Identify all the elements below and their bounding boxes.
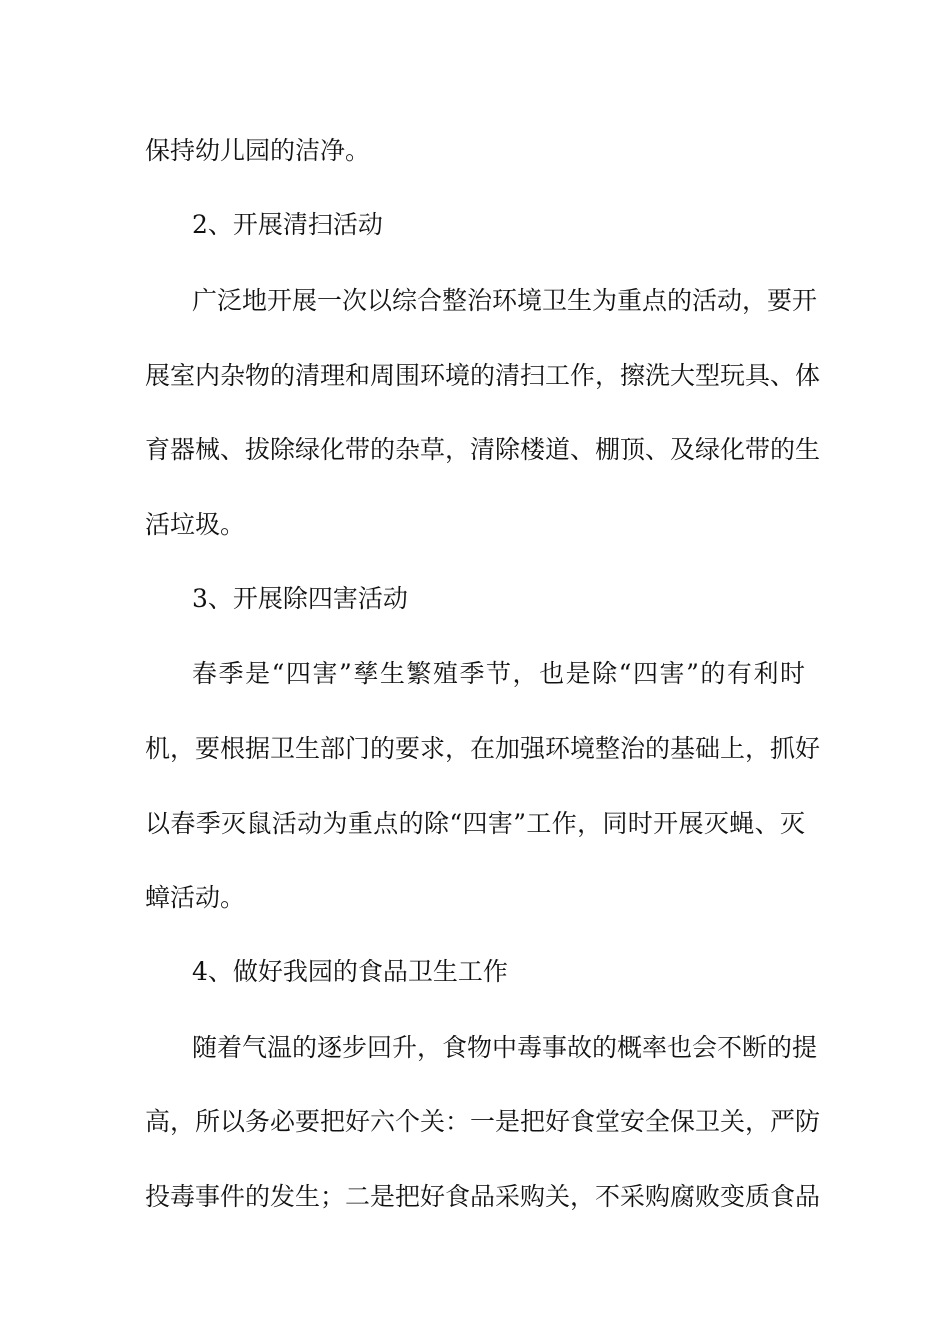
paragraph-line: 广泛地开展一次以综合整治环境卫生为重点的活动，要开	[192, 286, 818, 315]
section-heading-food-hygiene: 4、做好我园的食品卫生工作	[192, 957, 508, 986]
paragraph-line: 展室内杂物的清理和周围环境的清扫工作，擦洗大型玩具、体	[145, 361, 821, 390]
paragraph-line: 蟑活动。	[145, 883, 246, 912]
section-heading-cleaning: 2、开展清扫活动	[192, 210, 383, 239]
paragraph-line: 高，所以务必要把好六个关：一是把好食堂安全保卫关，严防	[145, 1107, 821, 1136]
paragraph-line: 机，要根据卫生部门的要求，在加强环境整治的基础上，抓好	[145, 734, 821, 763]
paragraph-line: 以春季灭鼠活动为重点的除“四害”工作，同时开展灭蝇、灭	[145, 809, 805, 838]
paragraph-line: 春季是“四害”孳生繁殖季节，也是除“四害”的有利时	[192, 659, 805, 688]
paragraph-line: 随着气温的逐步回升，食物中毒事故的概率也会不断的提	[192, 1033, 818, 1062]
paragraph-line: 保持幼儿园的洁净。	[145, 136, 371, 165]
paragraph-line: 活垃圾。	[145, 510, 246, 539]
section-heading-pests: 3、开展除四害活动	[192, 584, 408, 613]
paragraph-line: 育器械、拔除绿化带的杂草，清除楼道、棚顶、及绿化带的生	[145, 435, 821, 464]
paragraph-line: 投毒事件的发生；二是把好食品采购关，不采购腐败变质食品	[145, 1182, 821, 1211]
